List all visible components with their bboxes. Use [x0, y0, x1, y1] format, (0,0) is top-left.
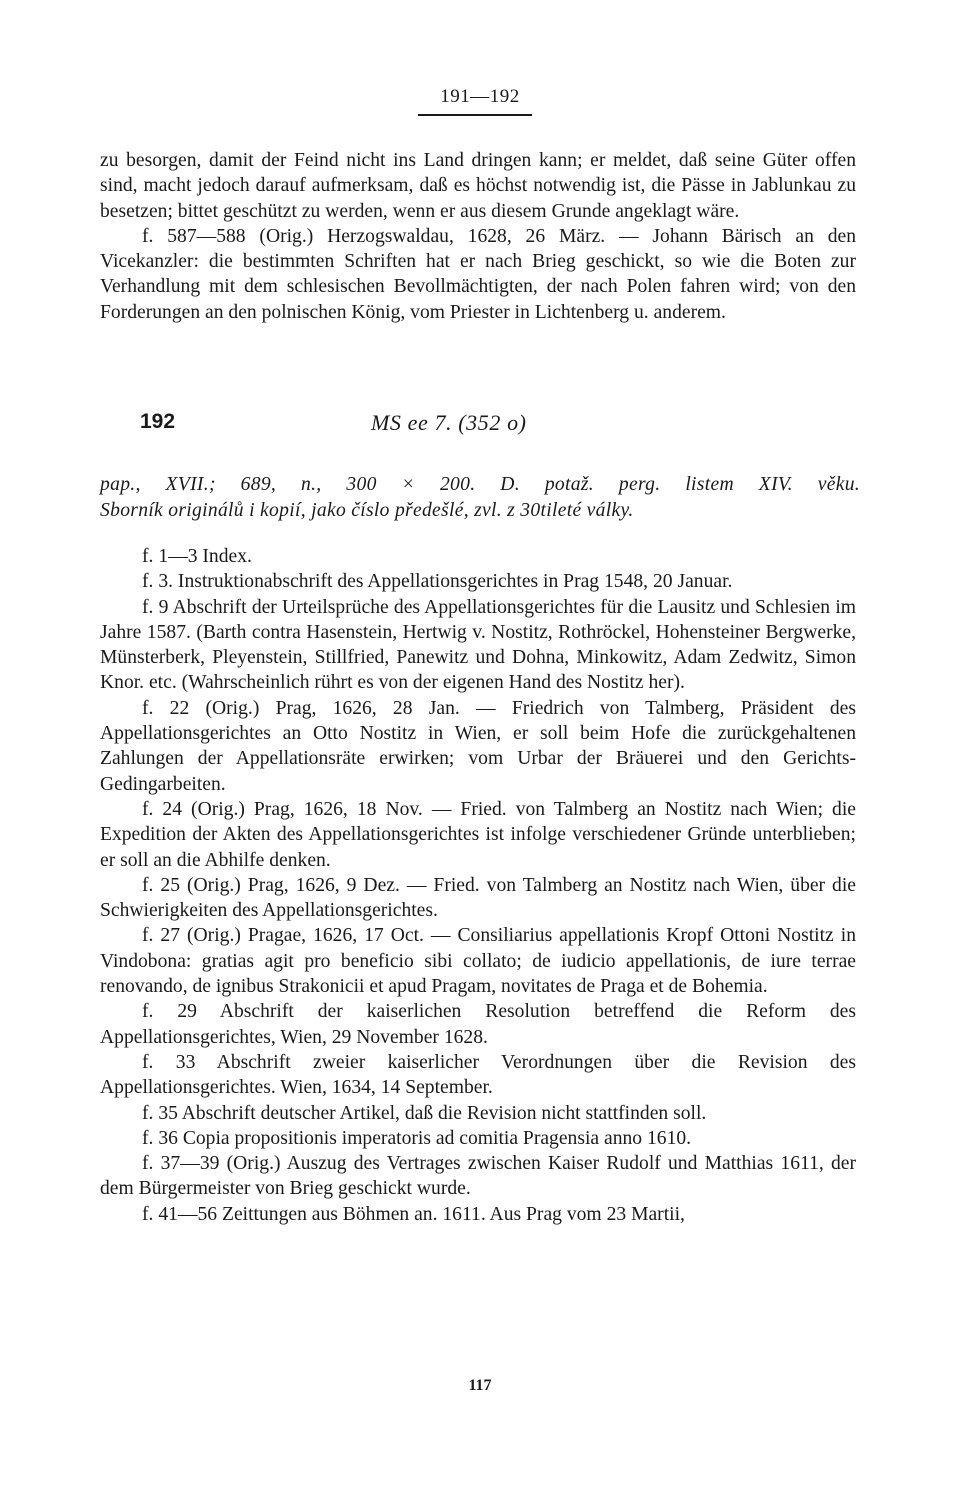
- page-number: 117: [468, 1377, 492, 1394]
- page-header: [0, 86, 960, 108]
- list-item: f. 25 (Orig.) Prag, 1626, 9 Dez. — Fried. von Talmberg an Nostitz nach Wien, über die Schwierigkeiten des Appellationsgerichtes.: [100, 874, 856, 922]
- continuation-paragraph: zu besorgen, damit der Feind nicht ins Land dringen kann; er meldet, daß seine Güter offen sind, macht jedoch darauf aufmerksam, daß es höchst notwendig ist, die Pässe in Jablunkau zu besetzen; bittet geschützt zu werden, wenn er aus diesem Grunde angeklagt wäre.: [100, 150, 856, 222]
- list-item: f. 3. Instruktionabschrift des Appellationsgerichtes in Prag 1548, 20 Januar.: [142, 571, 733, 593]
- entry-heading: [140, 410, 840, 440]
- list-item: f. 35 Abschrift deutscher Artikel, daß die Revision nicht stattfinden soll.: [142, 1102, 707, 1124]
- list-item: f. 1—3 Index.: [142, 546, 252, 567]
- page-footer: [0, 1377, 960, 1395]
- entry-signature: MS ee 7. (352 o): [371, 410, 527, 435]
- list-item: f. 9 Abschrift der Urteilsprüche des Appellationsgerichtes für die Lausitz und Schlesien im Jahre 1587. (Barth contra Hasenstein, Hertwig v. Nostitz, Rothröckel, Hohensteiner Bergwerke, Münsterberk, Pleyenstein, Stillfried, Panewitz und Dohna, Minkowitz, Adam Zedwitz, Simon Knor. etc. (Wahrscheinlich rührt es von der eigenen Hand des Nostitz her).: [100, 596, 856, 694]
- page-range: 191—192: [440, 86, 520, 107]
- list-item: f. 24 (Orig.) Prag, 1626, 18 Nov. — Fried. von Talmberg an Nostitz nach Wien; die Expedition der Akten des Appellationsgerichtes ist infolge verschiedener Gründe unterblieben; er soll an die Abhilfe denken.: [100, 798, 856, 871]
- list-item: f. 29 Abschrift der kaiserlichen Resolution betreffend die Reform des Appellationsgerichtes, Wien, 29 November 1628.: [100, 1001, 856, 1048]
- list-item: f. 41—56 Zeittungen aus Böhmen an. 1611. Aus Prag vom 23 Martii,: [142, 1203, 685, 1225]
- list-item: f. 33 Abschrift zweier kaiserlicher Verordnungen über die Revision des Appellationsgerichtes. Wien, 1634, 14 September.: [100, 1051, 856, 1099]
- entry-description: [100, 472, 860, 524]
- description-line: Sborník originálů i kopií, jako číslo předešlé, zvl. z 30tileté války.: [100, 500, 634, 521]
- list-item: f. 22 (Orig.) Prag, 1626, 28 Jan. — Friedrich von Talmberg, Präsident des Appellationsgerichtes an Otto Nostitz in Wien, er soll beim Hofe die zurückgehaltenen Zahlungen der Appellationsräte erwirken; vom Urbar der Bräuerei und den Gerichts-Gedingarbeiten.: [100, 697, 856, 795]
- continuation-text: [100, 148, 856, 325]
- list-item: f. 27 (Orig.) Pragae, 1626, 17 Oct. — Consiliarius appellationis Kropf Ottoni Nostitz in Vindobona: gratias agit pro beneficio sibi collato; de iudicio appellationis, de iure terrae renovando, de ignibus Strakonicii et apud Pragam, novitates de Praga et de Bohemia.: [100, 925, 856, 998]
- description-line: pap., XVII.; 689, n., 300 × 200. D. potaž. perg. listem XIV. věku.: [100, 474, 860, 495]
- continuation-paragraph: f. 587—588 (Orig.) Herzogswaldau, 1628, 26 März. — Johann Bärisch an den Vicekanzler: die bestimmten Schriften hat er nach Brieg geschickt, so wie die Boten zur Verhandlung mit dem schlesischen Bevollmächtigten, der nach Polen fahren wird; von den Forderungen an den polnischen König, vom Priester in Lichtenberg u. anderem.: [100, 225, 856, 323]
- list-item: f. 37—39 (Orig.) Auszug des Vertrages zwischen Kaiser Rudolf und Matthias 1611, der dem Bürgermeister von Brieg geschickt wurde.: [100, 1153, 856, 1200]
- entry-items: [100, 544, 856, 1227]
- header-rule: [418, 114, 532, 116]
- list-item: f. 36 Copia propositionis imperatoris ad comitia Pragensia anno 1610.: [142, 1127, 692, 1149]
- entry-number: 192: [140, 410, 176, 433]
